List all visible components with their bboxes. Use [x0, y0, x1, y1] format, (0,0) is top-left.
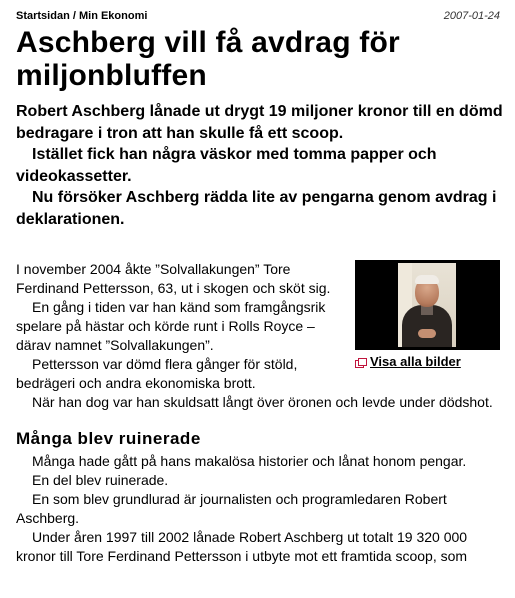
- body-paragraph: Pettersson var dömd flera gånger för stöld, bedrägeri och andra ekonomiska brott.: [16, 356, 298, 391]
- body-paragraph: En som blev grundlurad är journalisten och programledaren Robert Aschberg.: [16, 491, 447, 526]
- ingress-paragraph: Istället fick han några väskor med tomma papper och videokassetter.: [16, 146, 437, 185]
- article-topbar: [16, 10, 500, 24]
- article-ingress: [16, 101, 506, 230]
- article-headline: Aschberg vill få avdrag för miljonbluffen: [16, 26, 400, 92]
- body-paragraph: En gång i tiden var han känd som framgångsrik spelare på hästar och körde runt i Rolls Royce – därav namnet ”Solvallakungen”.: [16, 299, 326, 353]
- breadcrumb-section-link[interactable]: Min Ekonomi: [78, 10, 148, 22]
- breadcrumb: [16, 10, 147, 22]
- ingress-paragraph: Robert Aschberg lånade ut drygt 19 miljoner kronor till en dömd bedragare i tron att han skulle få ett scoop.: [16, 103, 503, 142]
- body-paragraph: I november 2004 åkte ”Solvallakungen” Tore Ferdinand Pettersson, 63, ut i skogen och sköt sig.: [16, 261, 331, 296]
- body-paragraph: Många hade gått på hans makalösa historier och lånat honom pengar.: [32, 453, 467, 469]
- ingress-paragraph: Nu försöker Aschberg rädda lite av pengarna genom avdrag i deklarationen.: [16, 189, 497, 228]
- body-paragraph: En del blev ruinerade.: [32, 472, 169, 488]
- breadcrumb-home-link[interactable]: Startsidan: [16, 10, 70, 22]
- section-subheading: Många blev ruinerade: [16, 429, 201, 448]
- article-date: 2007-01-24: [443, 10, 500, 22]
- body-paragraph: När han dog var han skuldsatt långt över öronen och levde under dödshot.: [32, 394, 493, 410]
- breadcrumb-separator: /: [69, 10, 79, 22]
- article-body: [16, 260, 500, 566]
- show-all-images-label: Visa alla bilder: [370, 354, 461, 369]
- body-paragraph: Under åren 1997 till 2002 lånade Robert Aschberg ut totalt 19 320 000 kronor till Tore Ferdinand Pettersson i utbyte mot ett framtida scoop, som: [16, 529, 468, 564]
